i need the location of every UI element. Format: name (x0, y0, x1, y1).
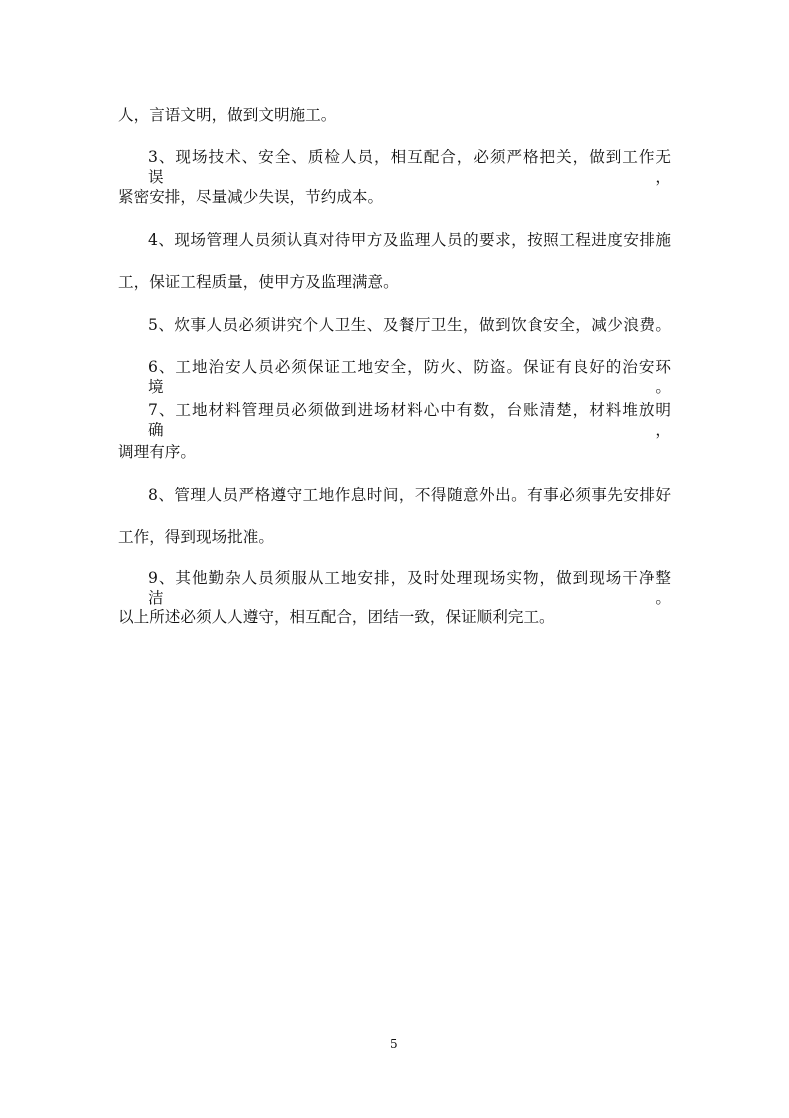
paragraph-line: 6、工地治安人员必须保证工地安全，防火、防盗。保证有良好的治安环境。 (148, 358, 671, 396)
paragraph-line: 8、管理人员严格遵守工地作息时间，不得随意外出。有事必须事先安排好 (148, 486, 671, 504)
paragraph-line: 调理有序。 (118, 443, 196, 461)
paragraph-line: 工作，得到现场批准。 (118, 528, 274, 546)
paragraph-line: 4、现场管理人员须认真对待甲方及监理人员的要求，按照工程进度安排施 (148, 231, 671, 249)
paragraph-line: 紧密安排，尽量减少失误，节约成本。 (118, 188, 384, 206)
paragraph-line: 7、工地材料管理员必须做到进场材料心中有数，台账清楚，材料堆放明确， (148, 401, 671, 439)
paragraph-line: 9、其他勤杂人员须服从工地安排，及时处理现场实物，做到现场干净整洁。 (148, 569, 671, 607)
paragraph-line: 人，言语文明，做到文明施工。 (118, 106, 337, 124)
paragraph-line: 工，保证工程质量，使甲方及监理满意。 (118, 273, 399, 291)
page-number: 5 (390, 1037, 398, 1051)
paragraph-line: 以上所述必须人人遵守，相互配合，团结一致，保证顺利完工。 (118, 608, 555, 626)
paragraph-line: 3、现场技术、安全、质检人员，相互配合，必须严格把关，做到工作无误， (148, 148, 671, 186)
paragraph-line: 5、炊事人员必须讲究个人卫生、及餐厅卫生，做到饮食安全，减少浪费。 (148, 316, 671, 334)
